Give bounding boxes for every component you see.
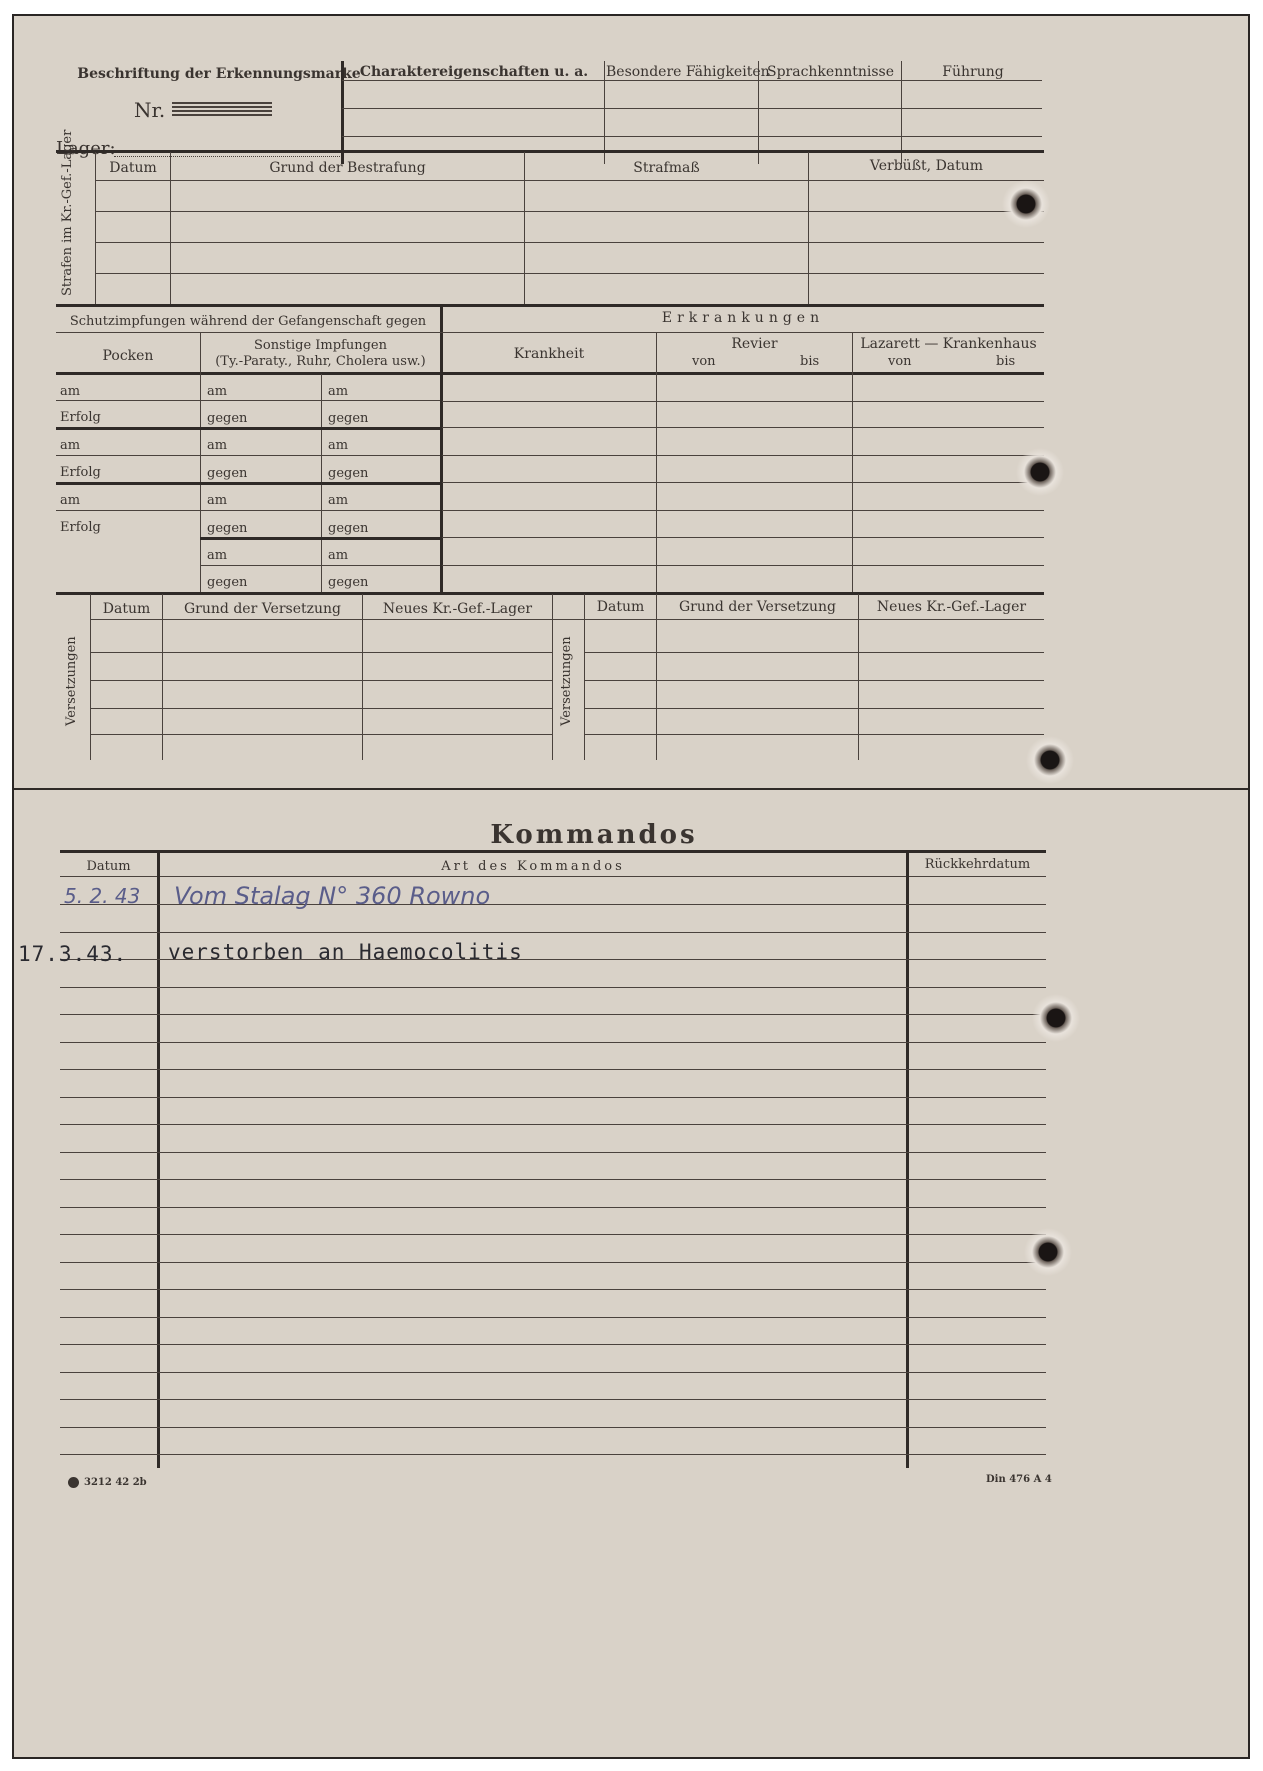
kommandos-row-line [60,1124,1046,1125]
kommandos-col-rueckkehr: Rückkehrdatum [924,857,1031,872]
footer-din: Din 476 A 4 [986,1474,1052,1485]
vers-col-grund-right: Grund der Versetzung [679,599,836,615]
versetzungen-side-left: Versetzungen [64,636,79,726]
sonst-am-2b: am [328,438,349,453]
kommandos-col-art: Art des Kommandos [441,859,625,874]
sonst-am-1a: am [207,384,228,399]
col-charakter: Charaktereigenschaften u. a. [359,64,589,80]
revier-bis: bis [800,354,820,369]
sonstige-header-1: Sonstige Impfungen [253,338,388,353]
lager-label: Lager: [56,138,116,159]
footer-print-code: 3212 42 2b [84,1477,147,1488]
kommandos-row-line [60,1262,1046,1263]
strafen-side-label: Strafen im Kr.-Gef.-Lager [60,129,75,296]
kommandos-row-line [60,1234,1046,1235]
sonst-gegen-4a: gegen [207,575,248,590]
entry-1-art: Vom Stalag N° 360 Rowno [174,882,491,910]
form-sheet [12,14,1250,1759]
kommandos-row-line [60,1317,1046,1318]
sonst-gegen-1b: gegen [328,411,369,426]
kommandos-row-line [60,1014,1046,1015]
sonst-gegen-2a: gegen [207,466,248,481]
sonstige-header-2: (Ty.-Paraty., Ruhr, Cholera usw.) [215,354,426,369]
sonst-am-4a: am [207,548,228,563]
kommandos-row-line [60,1152,1046,1153]
strafen-col-grund: Grund der Bestrafung [269,160,426,176]
sonst-am-1b: am [328,384,349,399]
revier-header: Revier [731,336,778,352]
kommandos-row-line [60,1344,1046,1345]
lager-dotted-line [114,156,344,157]
vers-col-datum-left: Datum [102,601,151,617]
entry-2-art: verstorben an Haemocolitis [168,940,523,964]
kommandos-row-line [60,1042,1046,1043]
pocken-am-2: am [60,438,81,453]
kommandos-row-line [60,1427,1046,1428]
erkrankungen-title: Erkrankungen [661,310,825,326]
kommandos-row-line [60,1454,1046,1455]
kommandos-row-line [60,1097,1046,1098]
kommandos-col-datum: Datum [86,859,131,874]
lazarett-header: Lazarett — Krankenhaus [860,336,1037,352]
sonst-gegen-3b: gegen [328,521,369,536]
sonst-am-3a: am [207,493,228,508]
kommandos-row-line [60,932,1046,933]
pocken-header: Pocken [102,348,154,364]
col-fuehrung: Führung [942,64,1004,80]
vers-col-lager-right: Neues Kr.-Gef.-Lager [876,599,1027,615]
vers-col-lager-left: Neues Kr.-Gef.-Lager [382,601,533,617]
col-sprachkenntnisse: Sprachkenntnisse [766,64,895,80]
col-faehigkeiten: Besondere Fähigkeiten [606,64,770,80]
lazarett-von: von [888,354,912,369]
vers-col-datum-right: Datum [596,599,645,615]
kommandos-row-line [60,1179,1046,1180]
kommandos-row-line [60,1372,1046,1373]
pocken-am-3: am [60,493,81,508]
punch-hole [1016,448,1064,496]
punch-hole [1026,736,1074,784]
kommandos-row-line [60,1399,1046,1400]
kommandos-title: Kommandos [490,820,698,850]
pocken-am-1: am [60,384,81,399]
sonst-gegen-2b: gegen [328,466,369,481]
pocken-erfolg-3: Erfolg [60,520,101,535]
entry-1-datum: 5. 2. 43 [64,884,141,908]
strafen-col-verbuesst: Verbüßt, Datum [869,158,984,174]
kommandos-row-line [60,1289,1046,1290]
vers-col-grund-left: Grund der Versetzung [184,601,341,617]
punch-hole [1024,1228,1072,1276]
revier-von: von [692,354,716,369]
punch-hole [1002,180,1050,228]
nr-redaction [172,102,272,116]
printer-mark-icon [68,1477,79,1488]
kommandos-row-line [60,1207,1046,1208]
sonst-gegen-1a: gegen [207,411,248,426]
erkennungsmarke-label: Beschriftung der Erkennungsmarke [77,66,361,82]
lazarett-bis: bis [996,354,1016,369]
strafen-col-strafmass: Strafmaß [633,160,700,176]
strafen-col-datum: Datum [109,160,157,176]
sonst-am-2a: am [207,438,228,453]
sonst-gegen-4b: gegen [328,575,369,590]
pocken-erfolg-1: Erfolg [60,410,101,425]
sonst-gegen-3a: gegen [207,521,248,536]
entry-2-datum: 17.3.43. [18,942,128,966]
kommandos-row-line [60,987,1046,988]
kommandos-row-line [60,1069,1046,1070]
sonst-am-4b: am [328,548,349,563]
versetzungen-side-right: Versetzungen [559,636,574,726]
punch-hole [1032,994,1080,1042]
sonst-am-3b: am [328,493,349,508]
nr-label: Nr. [134,98,166,122]
pocken-erfolg-2: Erfolg [60,465,101,480]
krankheit-header: Krankheit [513,346,585,362]
impf-title: Schutzimpfungen während der Gefangenschaft gegen [69,314,427,329]
